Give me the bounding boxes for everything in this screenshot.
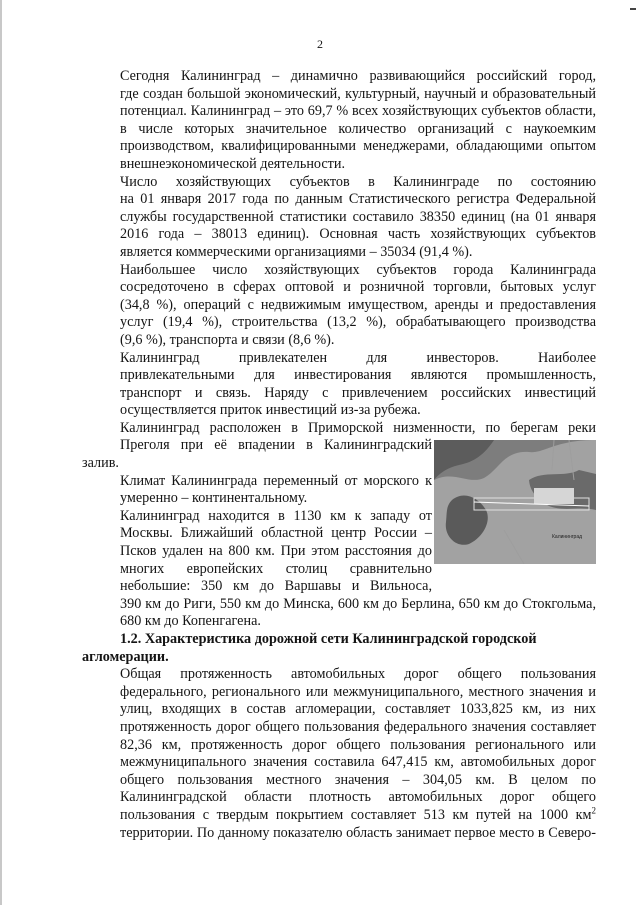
text-line: (34,8 %), операций с недвижимым имуществом, аренды и предоставления	[120, 296, 596, 313]
paragraph-investors	[82, 350, 596, 420]
text-line: 82,36 км, протяженность дорог общего пользования регионального или	[120, 736, 596, 753]
text-line: 680 км до Копенгагена.	[120, 613, 261, 630]
text-line: потенциал. Калининград – это 69,7 % всех хозяйствующих субъектов области,	[120, 103, 596, 120]
map-city-label: Калининград	[552, 533, 583, 540]
paragraph-entities-count	[82, 174, 596, 262]
text-line: 2016 года – 38013 единиц). Основная часть хозяйствующих субъектов	[120, 226, 596, 243]
text-line: производством, квалифицированными менеджерами, обладающими опытом	[120, 138, 596, 155]
text-line: осуществляется приток инвестиций из-за рубежа.	[120, 402, 421, 419]
text-line: внешнеэкономической деятельности.	[120, 155, 345, 172]
text-line: небольшие: 350 км до Варшавы и Вильноса,	[120, 578, 432, 595]
text-line: Калининградской области плотность автомобильных дорог общего	[120, 789, 596, 806]
text-line: на 01 января 2017 года по данным Статистического регистра Федеральной	[120, 191, 596, 208]
text-fragment: пользования с твердым покрытием составляет 513 км путей на 1000 км	[120, 806, 592, 823]
text-line: Калининград находится в 1130 км к западу от	[120, 507, 432, 524]
text-line: Число хозяйствующих субъектов в Калининграде по состоянию	[120, 173, 596, 190]
text-line: протяженность дорог общего пользования федерального значения составляет	[120, 718, 596, 735]
page-number: 2	[317, 37, 323, 51]
text-line: службы государственной статистики составило 38350 единиц (на 01 января	[120, 208, 596, 225]
page-edge-line	[0, 0, 2, 905]
text-line: Москвы. Ближайший областной центр России –	[120, 525, 432, 542]
heading-line: 1.2. Характеристика дорожной сети Калининградской городской	[120, 631, 537, 647]
text-line: Калининград привлекателен для инвесторов. Наиболее	[120, 349, 596, 366]
text-line: улиц, входящих в состав агломерации, составляет 1033,825 км, из них	[120, 701, 596, 718]
text-line: Преголя при её впадении в Калининградский залив.	[82, 437, 432, 472]
heading-line: агломерации.	[82, 648, 169, 665]
paragraph-road-network	[82, 666, 596, 842]
paragraph-sectors	[82, 262, 596, 350]
text-line: (9,6 %), транспорта и связи (8,6 %).	[120, 331, 335, 348]
text-line: Климат Калининграда переменный от морского к	[120, 472, 432, 489]
text-line: 390 км до Риги, 550 км до Минска, 600 км до Берлина, 650 км до Стокгольма,	[120, 595, 596, 612]
text-line: сосредоточено в сферах оптовой и розничной торговли, бытовых услуг	[120, 279, 596, 296]
section-heading	[82, 631, 596, 666]
text-line: Общая протяженность автомобильных дорог общего пользования	[120, 666, 596, 683]
text-line: Псков удален на 800 км. При этом расстояния до	[120, 543, 432, 560]
text-line: где создан большой экономический, культурный, научный и образовательный	[120, 85, 596, 102]
text-line: многих европейских столиц сравнительно	[120, 560, 432, 577]
text-line: транспорт и связь. Наряду с привлечением российских инвестиций	[120, 384, 596, 401]
text-line: Калининград расположен в Приморской низменности, по берегам реки	[120, 419, 596, 436]
map-graphic	[434, 440, 596, 564]
text-line: является коммерческими организациями – 35034 (91,4 %).	[120, 243, 473, 260]
text-line: в числе которых значительное количество организаций с наукоемким	[120, 120, 596, 137]
text-line: умеренно – континентальному.	[120, 490, 308, 507]
text-line: федерального, регионального или межмуниципального, местного значения и	[120, 683, 596, 700]
document-body	[82, 68, 596, 842]
text-line: услуг (19,4 %), строительства (13,2 %), обрабатывающего производства	[120, 314, 596, 331]
geography-block	[82, 420, 596, 631]
region-map-image	[434, 440, 596, 564]
corner-mark	[630, 8, 636, 10]
map-city-marker	[534, 488, 574, 504]
text-line-with-sup	[82, 807, 596, 825]
text-line: общего пользования местного значения – 304,05 км. В целом по	[120, 771, 596, 788]
text-line: привлекательными для инвестирования являются промышленность,	[120, 367, 596, 384]
superscript: 2	[591, 805, 596, 816]
text-line: межмуниципального значения составила 647,415 км, автомобильных дорог	[120, 754, 596, 771]
text-line: Наибольшее число хозяйствующих субъектов города Калининграда	[120, 261, 596, 278]
paragraph-intro	[82, 68, 596, 174]
text-line: территории. По данному показателю область занимает первое место в Северо-	[120, 824, 596, 841]
text-line: Сегодня Калининград – динамично развивающийся российский город,	[120, 68, 596, 84]
